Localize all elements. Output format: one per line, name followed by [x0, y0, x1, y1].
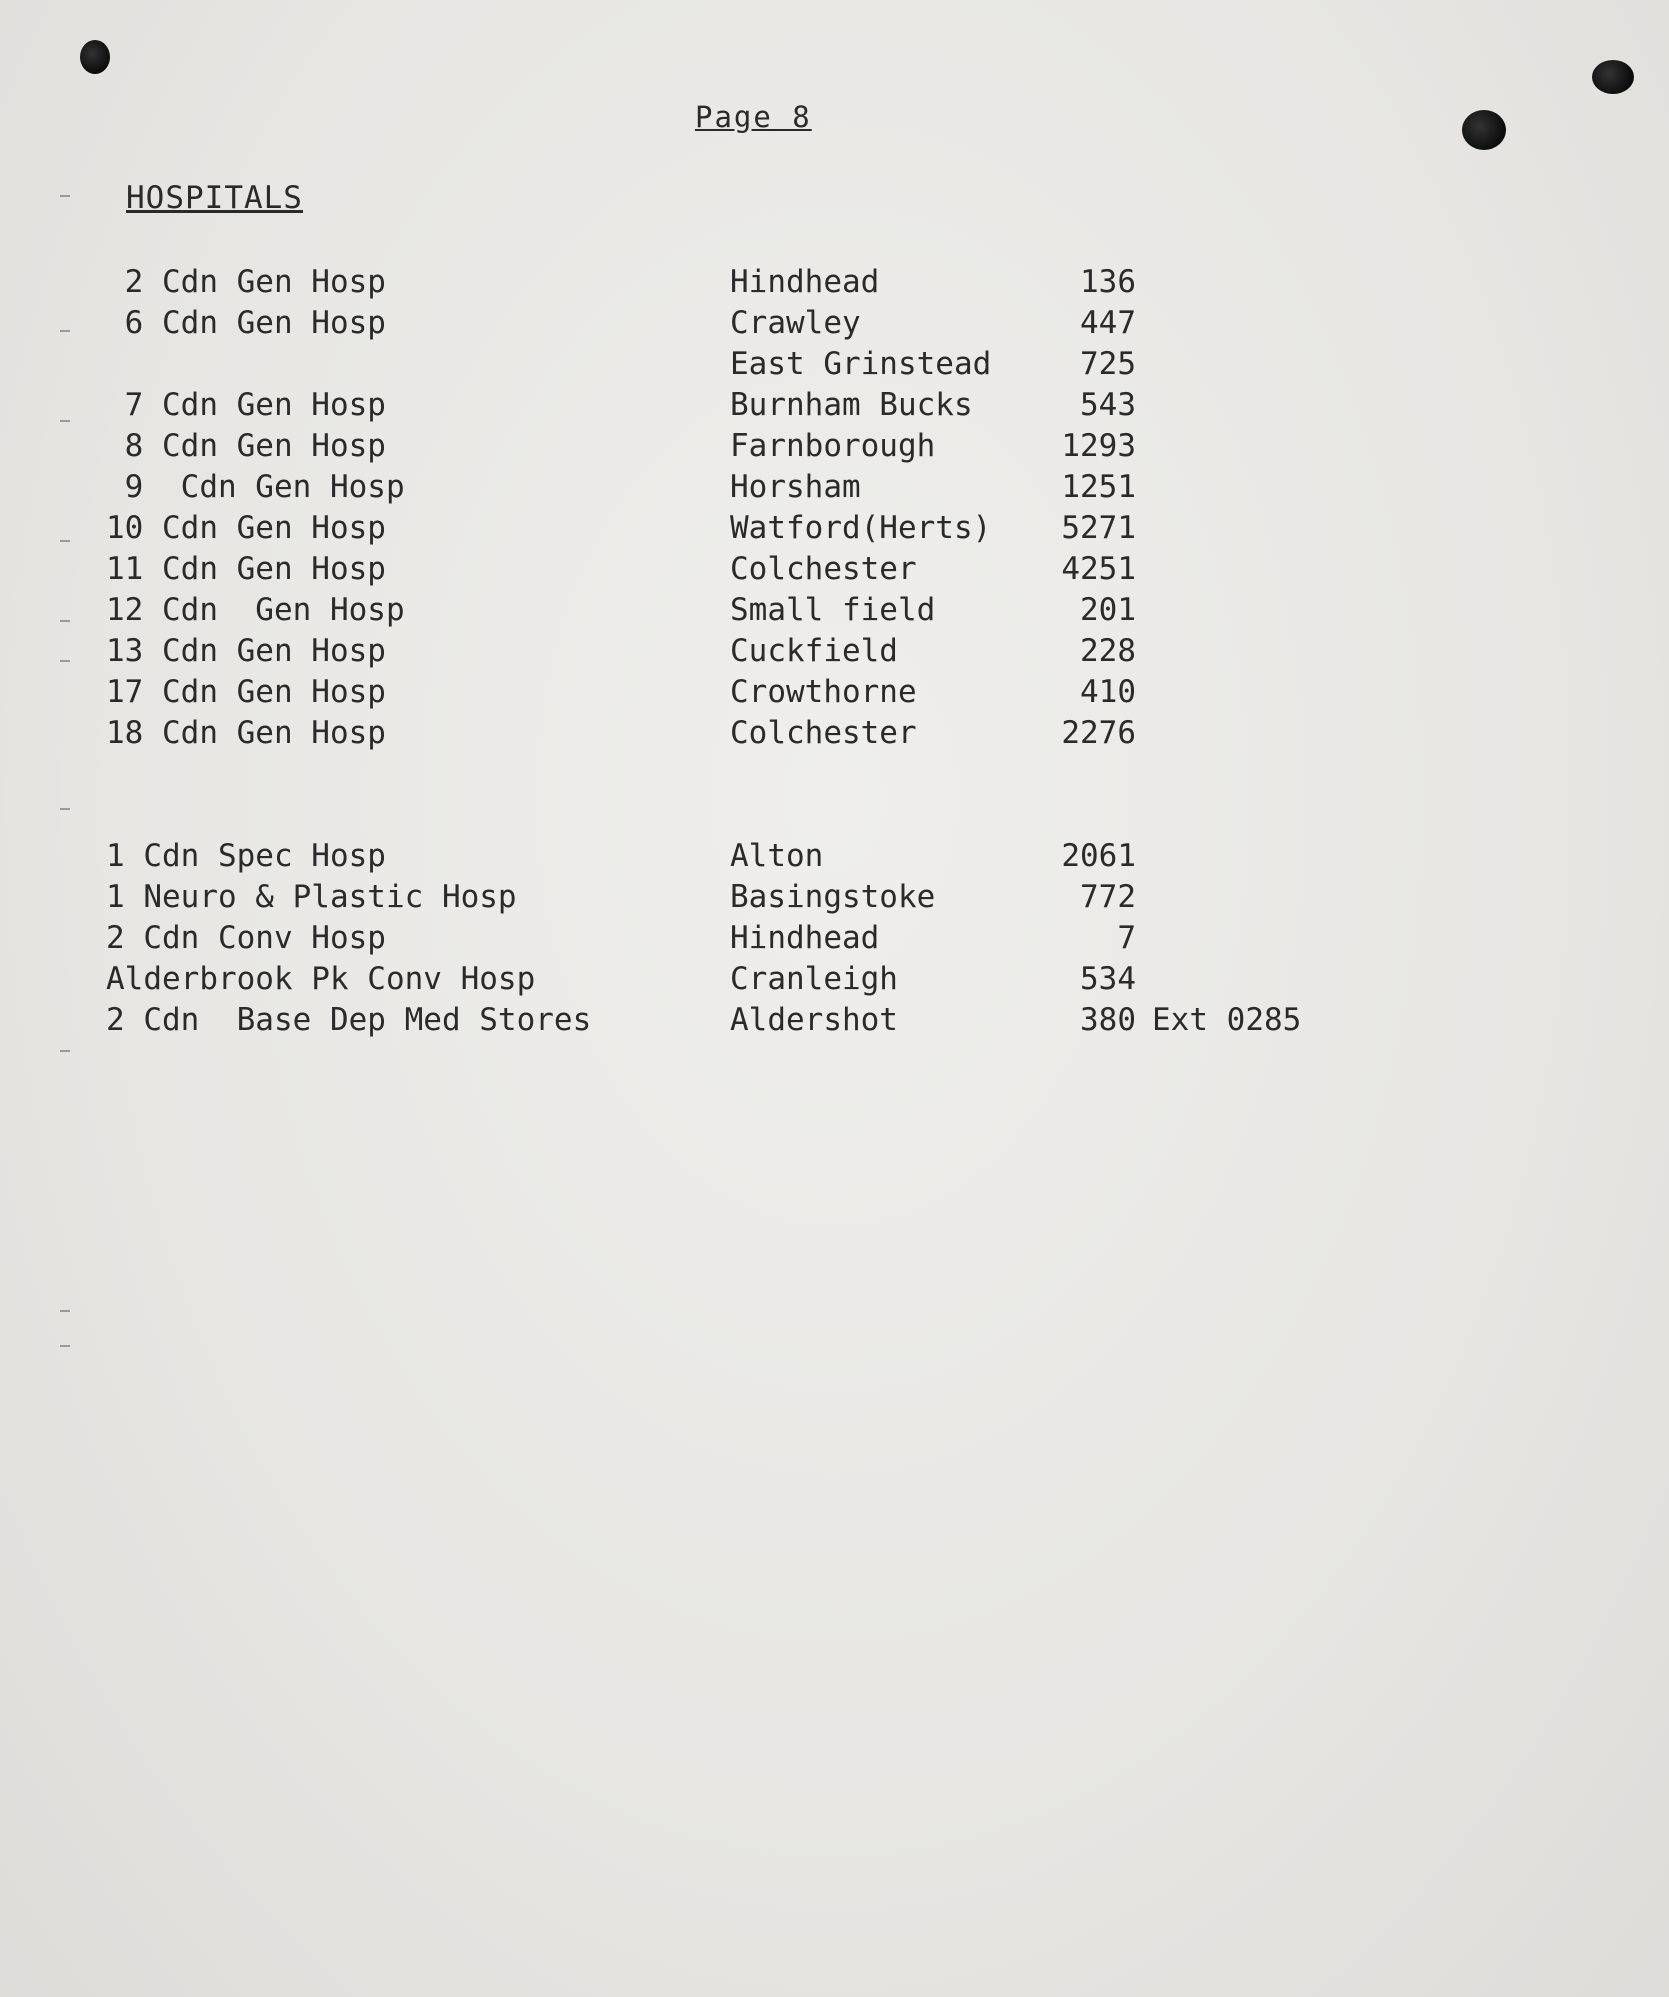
phone-number: 2276: [1061, 715, 1136, 751]
location: Farnborough: [730, 428, 936, 464]
location: Cuckfield: [730, 633, 898, 669]
location: Hindhead: [730, 920, 880, 956]
location: Colchester: [730, 551, 917, 587]
table-row: [0, 631, 1669, 671]
location: Basingstoke: [730, 879, 936, 915]
unit-name: 1 Cdn Spec Hosp: [106, 838, 386, 874]
location: Burnham Bucks: [730, 387, 973, 423]
unit-name: 17 Cdn Gen Hosp: [106, 674, 386, 710]
location: East Grinstead: [730, 346, 992, 382]
phone-number: 5271: [1061, 510, 1136, 546]
unit-name: 2 Cdn Gen Hosp: [106, 264, 386, 300]
table-row: [0, 344, 1669, 384]
location: Horsham: [730, 469, 861, 505]
phone-number: 772: [1080, 879, 1136, 915]
page-number: Page 8: [695, 100, 812, 134]
location: Small field: [730, 592, 936, 628]
unit-name: 2 Cdn Conv Hosp: [106, 920, 386, 956]
phone-number: 543: [1080, 387, 1136, 423]
phone-number: 7: [1117, 920, 1136, 956]
phone-number: 4251: [1061, 551, 1136, 587]
table-row: [0, 1000, 1669, 1040]
table-row: [0, 549, 1669, 589]
unit-name: 6 Cdn Gen Hosp: [106, 305, 386, 341]
unit-name: 10 Cdn Gen Hosp: [106, 510, 386, 546]
margin-mark: [60, 1310, 70, 1312]
unit-name: 8 Cdn Gen Hosp: [106, 428, 386, 464]
phone-number: 534: [1080, 961, 1136, 997]
unit-name: 9 Cdn Gen Hosp: [106, 469, 405, 505]
table-row: [0, 918, 1669, 958]
phone-number: 228: [1080, 633, 1136, 669]
unit-name: Alderbrook Pk Conv Hosp: [106, 961, 536, 997]
table-row: [0, 426, 1669, 466]
location: Aldershot: [730, 1002, 898, 1038]
table-row: [0, 672, 1669, 712]
unit-name: 1 Neuro & Plastic Hosp: [106, 879, 517, 915]
table-row: [0, 262, 1669, 302]
margin-mark: [60, 195, 70, 197]
section-heading: HOSPITALS: [126, 180, 303, 216]
phone-number: 201: [1080, 592, 1136, 628]
table-row: [0, 467, 1669, 507]
location: Colchester: [730, 715, 917, 751]
phone-number: 725: [1080, 346, 1136, 382]
location: Alton: [730, 838, 824, 874]
phone-number: 447: [1080, 305, 1136, 341]
table-row: [0, 385, 1669, 425]
table-row: [0, 959, 1669, 999]
table-row: [0, 303, 1669, 343]
punch-hole-right: [1462, 110, 1506, 150]
table-row: [0, 508, 1669, 548]
phone-number: 410: [1080, 674, 1136, 710]
punch-hole-left: [80, 40, 110, 74]
phone-number: 136: [1080, 264, 1136, 300]
margin-mark: [60, 1345, 70, 1347]
phone-number: 380: [1080, 1002, 1136, 1038]
unit-name: 7 Cdn Gen Hosp: [106, 387, 386, 423]
punch-hole-right-top: [1592, 60, 1634, 94]
unit-name: 18 Cdn Gen Hosp: [106, 715, 386, 751]
phone-number: 1293: [1061, 428, 1136, 464]
unit-name: 12 Cdn Gen Hosp: [106, 592, 405, 628]
table-row: [0, 590, 1669, 630]
location: Crawley: [730, 305, 861, 341]
unit-name: 11 Cdn Gen Hosp: [106, 551, 386, 587]
table-row: [0, 836, 1669, 876]
phone-extension: Ext 0285: [1152, 1002, 1302, 1038]
table-row: [0, 877, 1669, 917]
phone-number: 2061: [1061, 838, 1136, 874]
table-row: [0, 713, 1669, 753]
location: Hindhead: [730, 264, 880, 300]
location: Watford(Herts): [730, 510, 992, 546]
unit-name: 13 Cdn Gen Hosp: [106, 633, 386, 669]
location: Crowthorne: [730, 674, 917, 710]
unit-name: 2 Cdn Base Dep Med Stores: [106, 1002, 592, 1038]
location: Cranleigh: [730, 961, 898, 997]
phone-number: 1251: [1061, 469, 1136, 505]
